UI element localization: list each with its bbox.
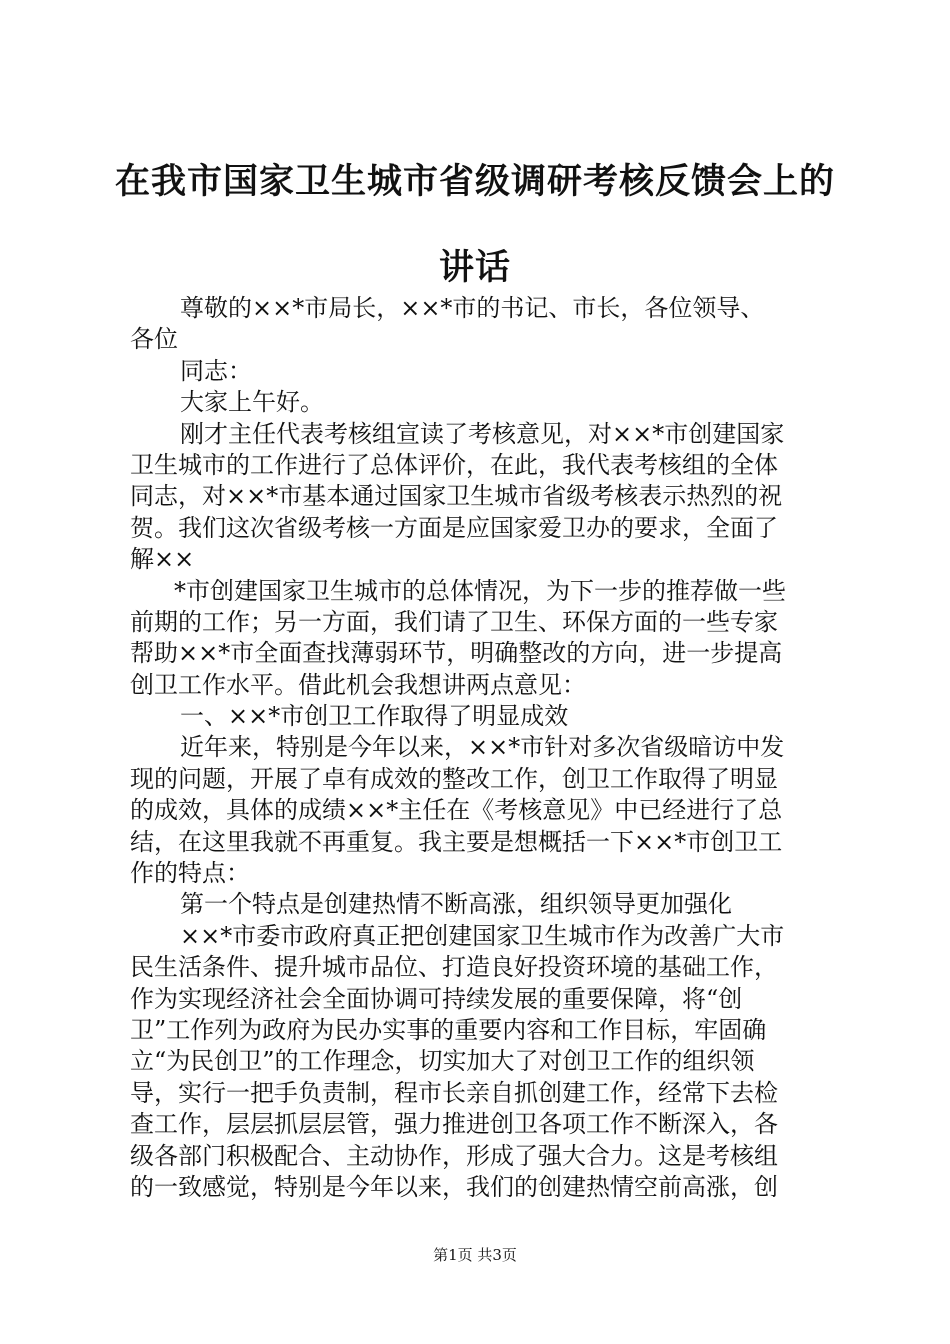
page-number-footer: 第1页 共3页 [433,1246,517,1264]
paragraph-line: 帮助××*市全面查找薄弱环节，明确整改的方向，进一步提高 [130,639,783,668]
paragraph-line: 同志，对××*市基本通过国家卫生城市省级考核表示热烈的祝 [130,482,783,511]
paragraph-line: 解×× [130,545,195,574]
salutation-line: 同志： [180,356,252,385]
document-title-line-1: 在我市国家卫生城市省级调研考核反馈会上的 [114,162,835,202]
salutation-line: 尊敬的××*市局长，××*市的书记、市长，各位领导、 [180,294,765,322]
paragraph-line: 近年来，特别是今年以来，××*市针对多次省级暗访中发 [180,733,785,762]
paragraph-line: 结，在这里我就不再重复。我主要是想概括一下××*市创卫工 [130,827,783,856]
document-title-line-2: 讲话 [438,248,511,288]
paragraph-line: *市创建国家卫生城市的总体情况，为下一步的推荐做一些 [174,576,786,605]
salutation-line: 各位 [130,325,178,354]
paragraph-line: 作为实现经济社会全面协调可持续发展的重要保障，将“创 [130,984,743,1013]
paragraph-line: 作的特点： [130,859,250,888]
section-heading: 一、××*市创卫工作取得了明显成效 [180,702,569,731]
paragraph-line: ××*市委市政府真正把创建国家卫生城市作为改善广大市 [180,921,785,950]
paragraph-line: 的一致感觉，特别是今年以来，我们的创建热情空前高涨，创 [130,1172,778,1201]
paragraph-line: 前期的工作；另一方面，我们请了卫生、环保方面的一些专家 [130,607,778,636]
subsection-heading: 第一个特点是创建热情不断高涨，组织领导更加强化 [180,890,732,919]
paragraph-line: 查工作，层层抓层层管，强力推进创卫各项工作不断深入，各 [130,1110,778,1139]
paragraph-line: 的成效，具体的成绩××*主任在《考核意见》中已经进行了总 [130,796,783,825]
paragraph-line: 现的问题，开展了卓有成效的整改工作，创卫工作取得了明显 [130,764,778,793]
paragraph-line: 卫生城市的工作进行了总体评价，在此，我代表考核组的全体 [130,450,778,479]
paragraph-line: 创卫工作水平。借此机会我想讲两点意见： [130,670,586,699]
paragraph-line: 立“为民创卫”的工作理念，切实加大了对创卫工作的组织领 [130,1047,755,1076]
paragraph-line: 级各部门积极配合、主动协作，形成了强大合力。这是考核组 [130,1141,778,1170]
paragraph-line: 导，实行一把手负责制，程市长亲自抓创建工作，经常下去检 [130,1078,778,1107]
paragraph-line: 刚才主任代表考核组宣读了考核意见，对××*市创建国家 [180,419,785,448]
greeting-line: 大家上午好。 [180,388,324,417]
paragraph-line: 卫”工作列为政府为民办实事的重要内容和工作目标，牢固确 [130,1015,767,1044]
paragraph-line: 民生活条件、提升城市品位、打造良好投资环境的基础工作， [130,953,778,982]
document-body [130,293,830,1203]
paragraph-line: 贺。我们这次省级考核一方面是应国家爱卫办的要求，全面了 [130,513,778,542]
